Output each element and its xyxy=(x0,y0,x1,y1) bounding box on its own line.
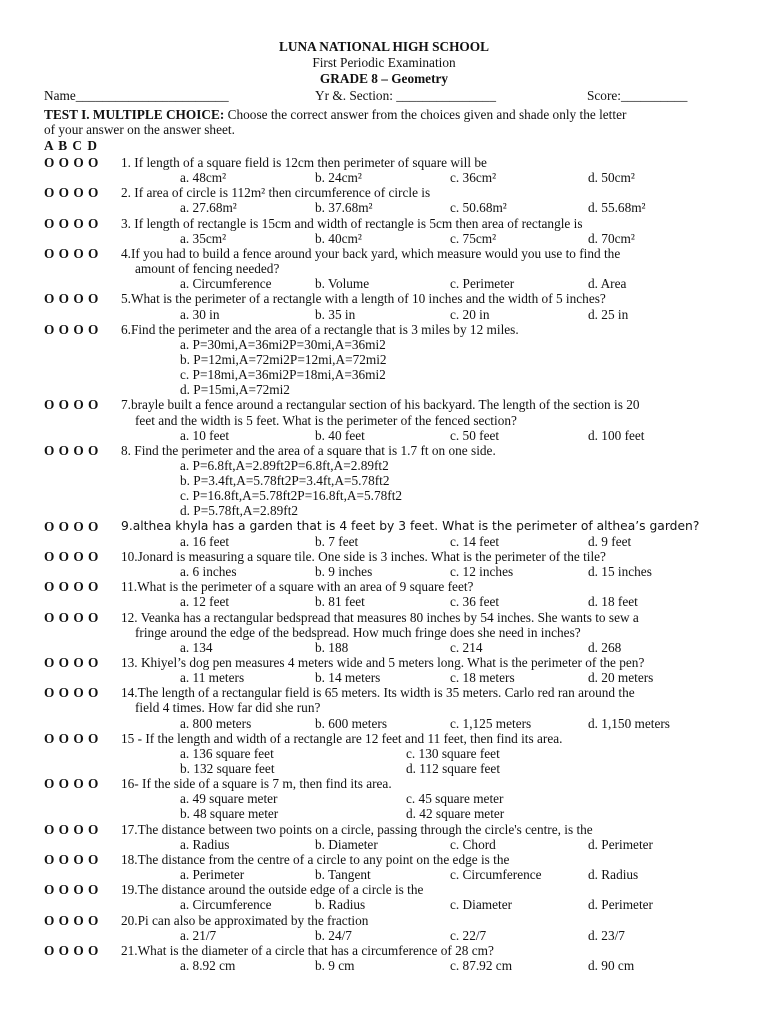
question-text: 12. Veanka has a rectangular bedspread that measures 80 inches by 54 inches. She wants to sew a xyxy=(121,609,639,625)
answer-bubbles[interactable]: O O O O xyxy=(44,685,99,701)
answer-option: c. Chord xyxy=(450,836,496,852)
answer-option: b. 37.68m² xyxy=(315,200,373,216)
answer-option: b. P=3.4ft,A=5.78ft2P=3.4ft,A=5.78ft2 xyxy=(180,473,390,489)
answer-option: d. 25 in xyxy=(588,306,629,322)
question-text: 18.The distance from the centre of a circle to any point on the edge is the xyxy=(121,851,510,867)
answer-option: b. 188 xyxy=(315,639,349,655)
answer-option: a. 800 meters xyxy=(180,715,252,731)
question-text: 2. If area of circle is 112m² then circumference of circle is xyxy=(121,185,431,201)
answer-option: c. 20 in xyxy=(450,306,490,322)
answer-option: d. 55.68m² xyxy=(588,200,646,216)
answer-option: c. 36cm² xyxy=(450,170,497,186)
instructions-text-1: Choose the correct answer from the choices given and shade only the letter xyxy=(224,107,627,122)
question-text: 8. Find the perimeter and the area of a square that is 1.7 ft on one side. xyxy=(121,442,496,458)
answer-option: b. Diameter xyxy=(315,836,378,852)
question-text-continued: fringe around the edge of the bedspread. How much fringe does she need in inches? xyxy=(135,624,581,640)
answer-option: d. Perimeter xyxy=(588,836,653,852)
score-field: Score:__________ xyxy=(587,88,688,103)
answer-option: b. 81 feet xyxy=(315,594,365,610)
question-text: 4.If you had to build a fence around your back yard, which measure would you use to find the xyxy=(121,245,621,261)
name-field: Name_______________________ xyxy=(44,88,229,103)
answer-option: d. P=15mi,A=72mi2 xyxy=(180,382,290,398)
question-text: 15 - If the length and width of a rectangle are 12 feet and 11 feet, then find its area. xyxy=(121,730,563,746)
answer-option: c. 87.92 cm xyxy=(450,957,513,973)
answer-option: b. 9 inches xyxy=(315,564,373,580)
answer-option: b. P=12mi,A=72mi2P=12mi,A=72mi2 xyxy=(180,351,387,367)
answer-option: d. 15 inches xyxy=(588,564,652,580)
answer-option: a. 8.92 cm xyxy=(180,957,236,973)
answer-option: a. P=6.8ft,A=2.89ft2P=6.8ft,A=2.89ft2 xyxy=(180,458,389,473)
question-text: 5.What is the perimeter of a rectangle with a length of 10 inches and the width of 5 inches? xyxy=(121,291,606,307)
section-field: Yr &. Section: _______________ xyxy=(315,88,496,103)
answer-bubbles[interactable]: O O O O xyxy=(44,942,99,958)
answer-option: d. 23/7 xyxy=(588,927,625,943)
answer-option: c. 36 feet xyxy=(450,594,500,610)
instructions-text-2: of your answer on the answer sheet. xyxy=(44,122,235,137)
answer-option: b. 24/7 xyxy=(315,927,352,943)
answer-option: a. 48cm² xyxy=(180,170,227,186)
answer-bubbles[interactable]: O O O O xyxy=(44,609,99,625)
answer-bubbles[interactable]: O O O O xyxy=(44,654,99,670)
answer-bubbles[interactable]: O O O O xyxy=(44,579,99,595)
answer-bubbles[interactable]: O O O O xyxy=(44,518,99,534)
answer-option: d. 18 feet xyxy=(588,594,638,610)
answer-bubbles[interactable]: O O O O xyxy=(44,730,99,746)
answer-option: c. 22/7 xyxy=(450,927,487,943)
question-text: 19.The distance around the outside edge of a circle is the xyxy=(121,882,424,898)
question-text: 17.The distance between two points on a circle, passing through the circle's centre, is the xyxy=(121,821,593,837)
answer-bubbles[interactable]: O O O O xyxy=(44,245,99,261)
answer-option: d. 90 cm xyxy=(588,957,635,973)
answer-option: b. 9 cm xyxy=(315,957,355,973)
answer-option: b. 48 square meter xyxy=(180,806,279,822)
answer-option: c. 12 inches xyxy=(450,564,514,580)
answer-bubbles[interactable]: O O O O xyxy=(44,155,99,170)
answer-option: a. P=30mi,A=36mi2P=30mi,A=36mi2 xyxy=(180,336,386,352)
answer-option: a. 11 meters xyxy=(180,670,245,686)
answer-bubbles[interactable]: O O O O xyxy=(44,548,99,564)
answer-option: b. Volume xyxy=(315,276,370,292)
answer-option: c. Perimeter xyxy=(450,276,515,292)
answer-option: a. Circumference xyxy=(180,897,272,913)
answer-option: d. Area xyxy=(588,276,627,292)
answer-option: d. 100 feet xyxy=(588,427,645,443)
answer-option: c. Circumference xyxy=(450,867,542,883)
answer-option: d. 1,150 meters xyxy=(588,715,670,731)
answer-bubbles[interactable]: O O O O xyxy=(44,821,99,837)
answer-option: a. Circumference xyxy=(180,276,272,292)
answer-option: a. 21/7 xyxy=(180,927,217,943)
answer-option: c. 50.68m² xyxy=(450,200,507,216)
answer-option: c. 130 square feet xyxy=(406,745,500,761)
answer-bubbles[interactable]: O O O O xyxy=(44,851,99,867)
answer-option: d. 50cm² xyxy=(588,170,635,186)
answer-option: c. P=18mi,A=36mi2P=18mi,A=36mi2 xyxy=(180,367,386,383)
answer-option: a. 12 feet xyxy=(180,594,230,610)
answer-option: b. Radius xyxy=(315,897,366,913)
question-text: 14.The length of a rectangular field is 65 meters. Its width is 35 meters. Carlo red ran around the xyxy=(121,685,635,701)
answer-option: d. P=5.78ft,A=2.89ft2 xyxy=(180,503,299,519)
question-text-continued: feet and the width is 5 feet. What is the perimeter of the fenced section? xyxy=(135,412,517,428)
answer-option: d. 268 xyxy=(588,639,622,655)
answer-option: a. 35cm² xyxy=(180,230,227,246)
answer-option: a. 134 xyxy=(180,639,213,655)
question-text: 13. Khiyel’s dog pen measures 4 meters wide and 5 meters long. What is the perimeter of the pen? xyxy=(121,654,645,670)
instructions xyxy=(44,107,626,122)
answer-option: a. Radius xyxy=(180,836,230,852)
answer-option: b. 35 in xyxy=(315,306,356,322)
school-name: LUNA NATIONAL HIGH SCHOOL xyxy=(279,39,489,54)
answer-key-header: A B C D xyxy=(44,138,98,153)
question-text-continued: field 4 times. How far did she run? xyxy=(135,700,321,716)
answer-option: b. 40 feet xyxy=(315,427,365,443)
answer-option: d. 42 square meter xyxy=(406,806,505,822)
question-text: 9.althea khyla has a garden that is 4 feet by 3 feet. What is the perimeter of althea’s garden? xyxy=(121,518,700,533)
answer-bubbles[interactable]: O O O O xyxy=(44,912,99,928)
answer-option: a. 10 feet xyxy=(180,427,230,443)
exam-title: First Periodic Examination xyxy=(312,55,456,70)
question-text: 16- If the side of a square is 7 m, then find its area. xyxy=(121,776,392,792)
answer-option: a. 16 feet xyxy=(180,533,230,549)
answer-option: a. 30 in xyxy=(180,306,220,322)
answer-bubbles[interactable]: O O O O xyxy=(44,397,99,413)
question-text: 1. If length of a square field is 12cm then perimeter of square will be xyxy=(121,155,487,170)
answer-option: c. P=16.8ft,A=5.78ft2P=16.8ft,A=5.78ft2 xyxy=(180,488,403,504)
answer-option: d. 112 square feet xyxy=(406,761,501,776)
answer-option: b. 600 meters xyxy=(315,715,388,731)
answer-option: a. Perimeter xyxy=(180,867,245,883)
question-text: 21.What is the diameter of a circle that has a circumference of 28 cm? xyxy=(121,942,494,958)
answer-option: d. 20 meters xyxy=(588,670,654,686)
answer-option: d. 70cm² xyxy=(588,230,635,246)
answer-bubbles[interactable]: O O O O xyxy=(44,185,99,201)
answer-option: a. 49 square meter xyxy=(180,791,278,807)
answer-option: c. 214 xyxy=(450,639,483,655)
answer-option: c. 14 feet xyxy=(450,533,500,549)
answer-bubbles[interactable]: O O O O xyxy=(44,291,99,307)
answer-option: c. 18 meters xyxy=(450,670,515,686)
test-label: TEST I. MULTIPLE CHOICE: xyxy=(44,107,225,122)
answer-option: a. 6 inches xyxy=(180,564,237,580)
answer-bubbles[interactable]: O O O O xyxy=(44,776,99,792)
answer-option: c. 50 feet xyxy=(450,427,500,443)
answer-option: c. Diameter xyxy=(450,897,513,913)
answer-option: c. 45 square meter xyxy=(406,791,504,807)
answer-option: d. Radius xyxy=(588,867,639,883)
answer-bubbles[interactable]: O O O O xyxy=(44,882,99,898)
question-text: 11.What is the perimeter of a square with an area of 9 square feet? xyxy=(121,579,474,595)
answer-option: b. Tangent xyxy=(315,867,371,883)
question-text: 10.Jonard is measuring a square tile. One side is 3 inches. What is the perimeter of the tile? xyxy=(121,548,606,564)
answer-option: c. 1,125 meters xyxy=(450,715,532,731)
answer-option: d. Perimeter xyxy=(588,897,653,913)
answer-option: b. 14 meters xyxy=(315,670,381,686)
question-text-continued: amount of fencing needed? xyxy=(135,261,280,277)
answer-option: d. 9 feet xyxy=(588,533,632,549)
answer-option: b. 24cm² xyxy=(315,170,362,186)
answer-option: b. 132 square feet xyxy=(180,761,275,776)
question-text: 3. If length of rectangle is 15cm and width of rectangle is 5cm then area of rectangle is xyxy=(121,215,583,231)
question-text: 20.Pi can also be approximated by the fraction xyxy=(121,912,369,928)
answer-bubbles[interactable]: O O O O xyxy=(44,321,99,337)
answer-option: a. 136 square feet xyxy=(180,745,274,761)
question-text: 6.Find the perimeter and the area of a rectangle that is 3 miles by 12 miles. xyxy=(121,321,519,337)
question-text: 7.brayle built a fence around a rectangular section of his backyard. The length of the section is 20 xyxy=(121,397,640,413)
answer-option: b. 7 feet xyxy=(315,533,359,549)
answer-bubbles[interactable]: O O O O xyxy=(44,442,99,458)
answer-option: b. 40cm² xyxy=(315,230,362,246)
answer-option: a. 27.68m² xyxy=(180,200,237,216)
answer-bubbles[interactable]: O O O O xyxy=(44,215,99,231)
grade-subject: GRADE 8 – Geometry xyxy=(319,71,449,86)
answer-option: c. 75cm² xyxy=(450,230,497,246)
